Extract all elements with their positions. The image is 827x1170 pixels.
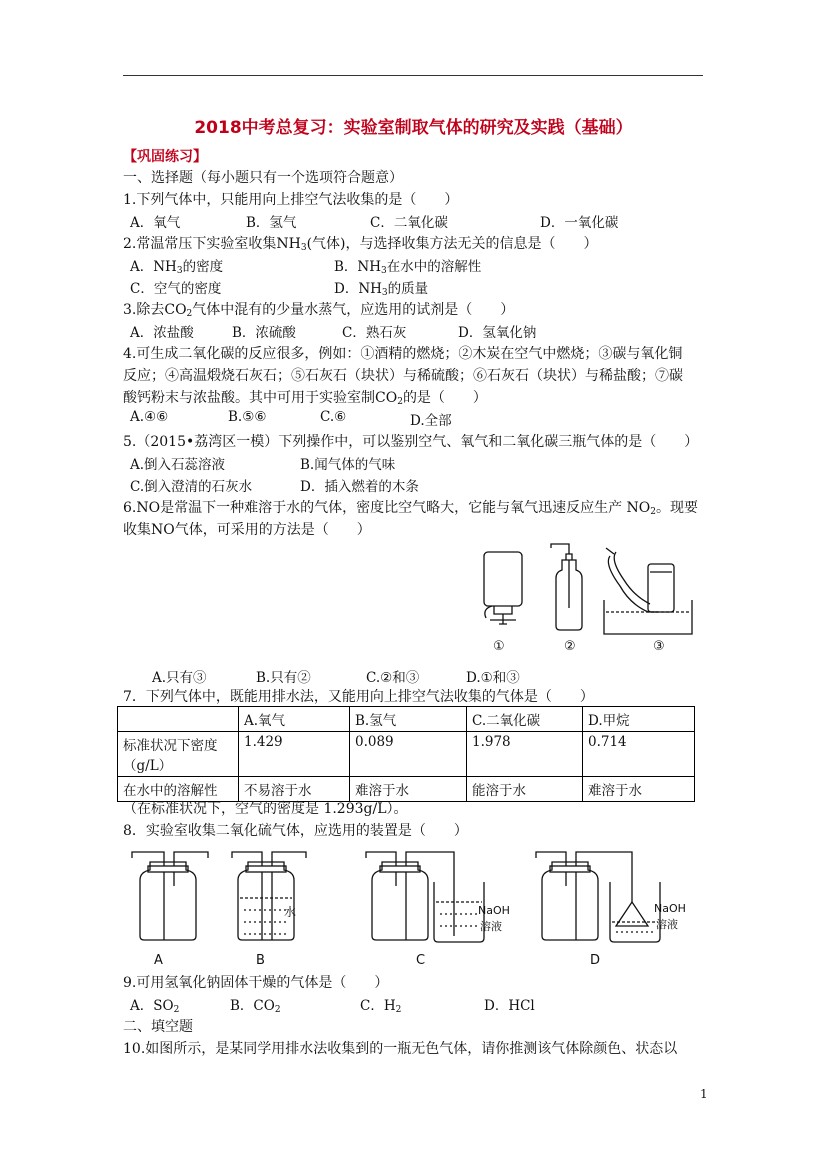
q4-option-b: B.⑤⑥ bbox=[228, 409, 267, 425]
q1-option-a: A．氧气 bbox=[130, 215, 181, 231]
table-row bbox=[118, 732, 695, 777]
q4-line3: 酸钙粉末与浓盐酸。其中可用于实验室制$CO_2$的是（ ） bbox=[123, 390, 487, 407]
q4-line1: 4.可生成二氧化碳的反应很多，例如：①酒精的燃烧；②木炭在空气中燃烧；③碳与氧化铜 bbox=[123, 346, 683, 362]
q4-option-d: D.全部 bbox=[410, 413, 452, 429]
q8-naoh-label-c: NaOH bbox=[478, 904, 510, 917]
q9-option-c: C．$H_2$ bbox=[360, 998, 402, 1015]
q6-fig-label-1: ① bbox=[493, 639, 505, 654]
q8-stem: 8．实验室收集二氧化硫气体，应选用的装置是（ ） bbox=[123, 823, 468, 839]
q2-option-d: D．$NH_3$的质量 bbox=[334, 281, 429, 298]
table-cell: A.氧气 bbox=[239, 707, 350, 732]
q3-stem: 3.除去$CO_2$气体中混有的少量水蒸气，应选用的试剂是（ ） bbox=[123, 302, 515, 319]
q7-stem: 7．下列气体中，既能用排水法，又能用向上排空气法收集的气体是（ ） bbox=[123, 689, 594, 705]
q1-stem: 1.下列气体中，只能用向上排空气法收集的是（ ） bbox=[123, 192, 459, 208]
table-cell: 0.089 bbox=[350, 732, 467, 777]
q4-line2: 反应；④高温煅烧石灰石；⑤石灰石（块状）与稀硫酸；⑥石灰石（块状）与稀盐酸；⑦碳 bbox=[123, 368, 683, 384]
q2-option-b: B．$NH_3$在水中的溶解性 bbox=[334, 259, 482, 276]
q4-option-a: A.④⑥ bbox=[130, 409, 169, 425]
q9-stem: 9.可用氢氧化钠固体干燥的气体是（ ） bbox=[123, 975, 389, 991]
q4-option-c: C.⑥ bbox=[320, 409, 347, 425]
q8-solution-label-c: 溶液 bbox=[480, 920, 502, 933]
table-cell: 在水中的溶解性 bbox=[118, 777, 239, 802]
table-cell: C.二氧化碳 bbox=[467, 707, 583, 732]
q5-stem: 5.（2015•荔湾区一模）下列操作中，可以鉴别空气、氧气和二氧化碳三瓶气体的是（ ） bbox=[123, 434, 699, 450]
q8-label-a: A bbox=[154, 953, 163, 968]
q6-line1: 6.NO是常温下一种难溶于水的气体，密度比空气略大，它能与氧气迅速反应生产 $NO_2$。现要 bbox=[123, 500, 698, 517]
q5-option-c: C.倒入澄清的石灰水 bbox=[130, 479, 253, 495]
table-cell: B.氢气 bbox=[350, 707, 467, 732]
q1-option-d: D．一氧化碳 bbox=[540, 215, 619, 231]
q3-option-d: D．氢氧化钠 bbox=[458, 325, 537, 341]
q5-option-a: A.倒入石蕊溶液 bbox=[130, 457, 226, 473]
table-cell: 1.429 bbox=[239, 732, 350, 777]
table-cell: 难溶于水 bbox=[350, 777, 467, 802]
q3-option-b: B．浓硫酸 bbox=[232, 325, 296, 341]
table-row bbox=[118, 707, 695, 732]
q5-option-d: D．插入燃着的木条 bbox=[300, 479, 419, 495]
q9-option-d: D．HCl bbox=[484, 998, 535, 1014]
table-cell: 1.978 bbox=[467, 732, 583, 777]
q6-fig-label-2: ② bbox=[564, 639, 576, 654]
q8-apparatus-figure bbox=[120, 840, 710, 970]
table-cell: 能溶于水 bbox=[467, 777, 583, 802]
q9-option-a: A．$SO_2$ bbox=[130, 998, 180, 1015]
table-cell: 难溶于水 bbox=[583, 777, 695, 802]
q7-note: （在标准状况下，空气的密度是 1.293g/L）。 bbox=[123, 801, 408, 817]
q2-stem: 2.常温常压下实验室收集$NH_3$(气体)，与选择收集方法无关的信息是（ ） bbox=[123, 236, 598, 253]
table-cell: 不易溶于水 bbox=[239, 777, 350, 802]
q8-solution-label-d: 溶液 bbox=[656, 918, 678, 931]
section-tag: 【巩固练习】 bbox=[123, 149, 207, 165]
q6-option-d: D.①和③ bbox=[466, 670, 520, 686]
q7-gas-table bbox=[117, 706, 695, 802]
q8-label-d: D bbox=[590, 953, 601, 968]
q6-option-c: C.②和③ bbox=[366, 670, 420, 686]
q1-option-c: C．二氧化碳 bbox=[370, 215, 448, 231]
part2-heading: 二、填空题 bbox=[123, 1019, 193, 1035]
page-number: 1 bbox=[700, 1087, 708, 1101]
q8-label-b: B bbox=[256, 953, 265, 968]
table-cell: D.甲烷 bbox=[583, 707, 695, 732]
q2-option-c: C．空气的密度 bbox=[130, 281, 222, 297]
q6-option-b: B.只有② bbox=[256, 670, 311, 686]
q8-naoh-label-d: NaOH bbox=[654, 902, 686, 915]
part1-heading: 一、选择题（每小题只有一个选项符合题意） bbox=[123, 170, 403, 186]
table-cell bbox=[118, 707, 239, 732]
q6-option-a: A.只有③ bbox=[152, 670, 207, 686]
q3-option-c: C．熟石灰 bbox=[342, 325, 407, 341]
q1-option-b: B．氢气 bbox=[246, 215, 297, 231]
q6-apparatus-figure bbox=[470, 540, 700, 655]
table-cell: 标准状况下密度 （g/L） bbox=[118, 732, 239, 777]
header-rule bbox=[123, 75, 703, 76]
q10-stem: 10.如图所示，是某同学用排水法收集到的一瓶无色气体，请你推测该气体除颜色、状态以 bbox=[123, 1041, 678, 1057]
q2-option-a: A．$NH_3$的密度 bbox=[130, 259, 224, 276]
table-cell: 0.714 bbox=[583, 732, 695, 777]
q3-option-a: A．浓盐酸 bbox=[130, 325, 194, 341]
q6-line2: 收集NO气体，可采用的方法是（ ） bbox=[123, 522, 371, 538]
q6-fig-label-3: ③ bbox=[653, 639, 665, 654]
page-title: 2018中考总复习：实验室制取气体的研究及实践（基础） bbox=[194, 118, 633, 138]
q9-option-b: B．$CO_2$ bbox=[230, 998, 281, 1015]
q5-option-b: B.闻气体的气味 bbox=[300, 457, 396, 473]
q8-water-label: 水 bbox=[284, 905, 297, 919]
q8-label-c: C bbox=[416, 953, 426, 968]
